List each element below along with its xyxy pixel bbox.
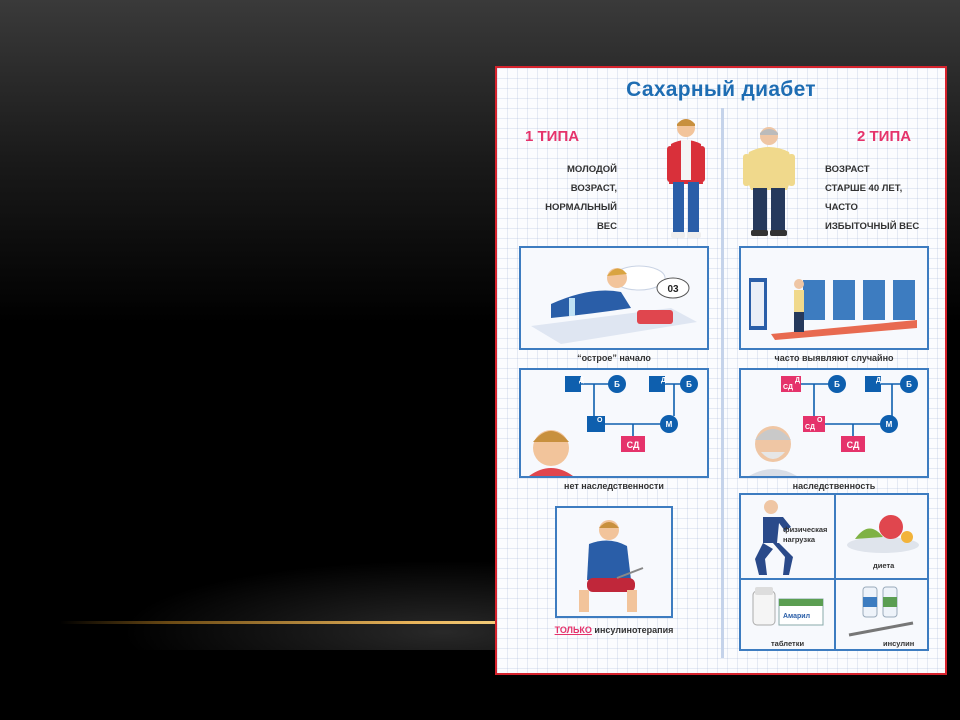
type1-description <box>545 160 617 236</box>
type1-onset-caption: “острое” начало <box>577 353 651 363</box>
type1-heredity-caption: нет наследственности <box>564 481 664 491</box>
pedigree-label: Д <box>579 377 584 384</box>
type2-onset-panel <box>739 246 929 350</box>
type1-desc-line: ВЕС <box>596 221 617 232</box>
type2-heredity-panel <box>739 368 929 478</box>
type1-pedigree-diagram <box>521 370 707 476</box>
pedigree-label: СД <box>626 440 640 450</box>
exercise-caption-line: нагрузка <box>783 535 816 544</box>
pedigree-label: М <box>665 420 673 429</box>
insulin-caption: инсулин <box>883 639 915 648</box>
hospital-corridor-illustration <box>741 248 927 348</box>
pills-caption: таблетки <box>771 639 805 648</box>
type1-desc-line: ВОЗРАСТ, <box>570 183 617 194</box>
pedigree-label: СД <box>783 384 793 391</box>
pedigree-label: М <box>885 420 893 429</box>
type2-desc-line: СТАРШЕ 40 ЛЕТ, <box>825 183 903 194</box>
insulin-injection-illustration <box>557 508 671 616</box>
diet-caption: диета <box>873 561 895 570</box>
slide-accent-line <box>60 621 500 624</box>
pedigree-label: Д <box>795 377 800 384</box>
pill-box-label: Амарил <box>783 613 811 620</box>
pedigree-label: СД <box>846 440 860 450</box>
pedigree-label: Д <box>876 377 881 384</box>
treatment-rest: инсулинотерапия <box>591 625 674 635</box>
type2-desc-line: ИЗБЫТОЧНЫЙ ВЕС <box>825 221 920 232</box>
type2-label: 2 ТИПА <box>857 128 912 145</box>
treatment-highlight: ТОЛЬКО <box>554 625 592 635</box>
diabetes-poster <box>495 66 947 675</box>
pedigree-label: О <box>597 417 603 424</box>
type2-heredity-caption: наследственность <box>792 481 876 491</box>
type1-treatment-panel <box>555 506 673 618</box>
young-man-illustration <box>663 114 709 240</box>
type1-treatment-caption <box>519 625 709 635</box>
type2-treatment-panel <box>739 493 929 651</box>
pedigree-label: Б <box>834 380 840 389</box>
pedigree-label: Б <box>686 380 692 389</box>
insulin-illustration <box>843 585 923 639</box>
older-man-illustration <box>741 124 797 238</box>
type1-onset-panel <box>519 246 709 350</box>
type1-heredity-panel <box>519 368 709 478</box>
pills-illustration <box>749 585 827 635</box>
type1-desc-line: НОРМАЛЬНЫЙ <box>545 202 617 213</box>
pedigree-label: О <box>817 417 823 424</box>
diet-illustration <box>841 509 923 555</box>
phone-bubble-text: 03 <box>667 284 679 295</box>
pedigree-label: Д <box>661 377 666 384</box>
type2-desc-line: ВОЗРАСТ <box>825 164 870 175</box>
type2-desc-line: ЧАСТО <box>825 202 858 213</box>
type2-description <box>825 160 919 236</box>
pedigree-label: СД <box>805 424 815 431</box>
type2-onset-caption: часто выявляют случайно <box>774 353 894 363</box>
slide-glow-haze <box>120 560 500 650</box>
type1-desc-line: МОЛОДОЙ <box>567 164 617 175</box>
poster-divider <box>721 108 724 658</box>
pedigree-label: Б <box>614 380 620 389</box>
treatment-grid-hline <box>741 578 927 580</box>
type1-label: 1 ТИПА <box>525 128 580 145</box>
type2-pedigree-diagram <box>741 370 927 476</box>
sick-in-bed-illustration <box>521 248 707 348</box>
treatment-grid-vline <box>834 495 836 649</box>
exercise-caption <box>783 525 827 545</box>
pedigree-label: Б <box>906 380 912 389</box>
poster-title: Сахарный диабет <box>626 78 816 101</box>
exercise-caption-line: физическая <box>783 525 828 534</box>
